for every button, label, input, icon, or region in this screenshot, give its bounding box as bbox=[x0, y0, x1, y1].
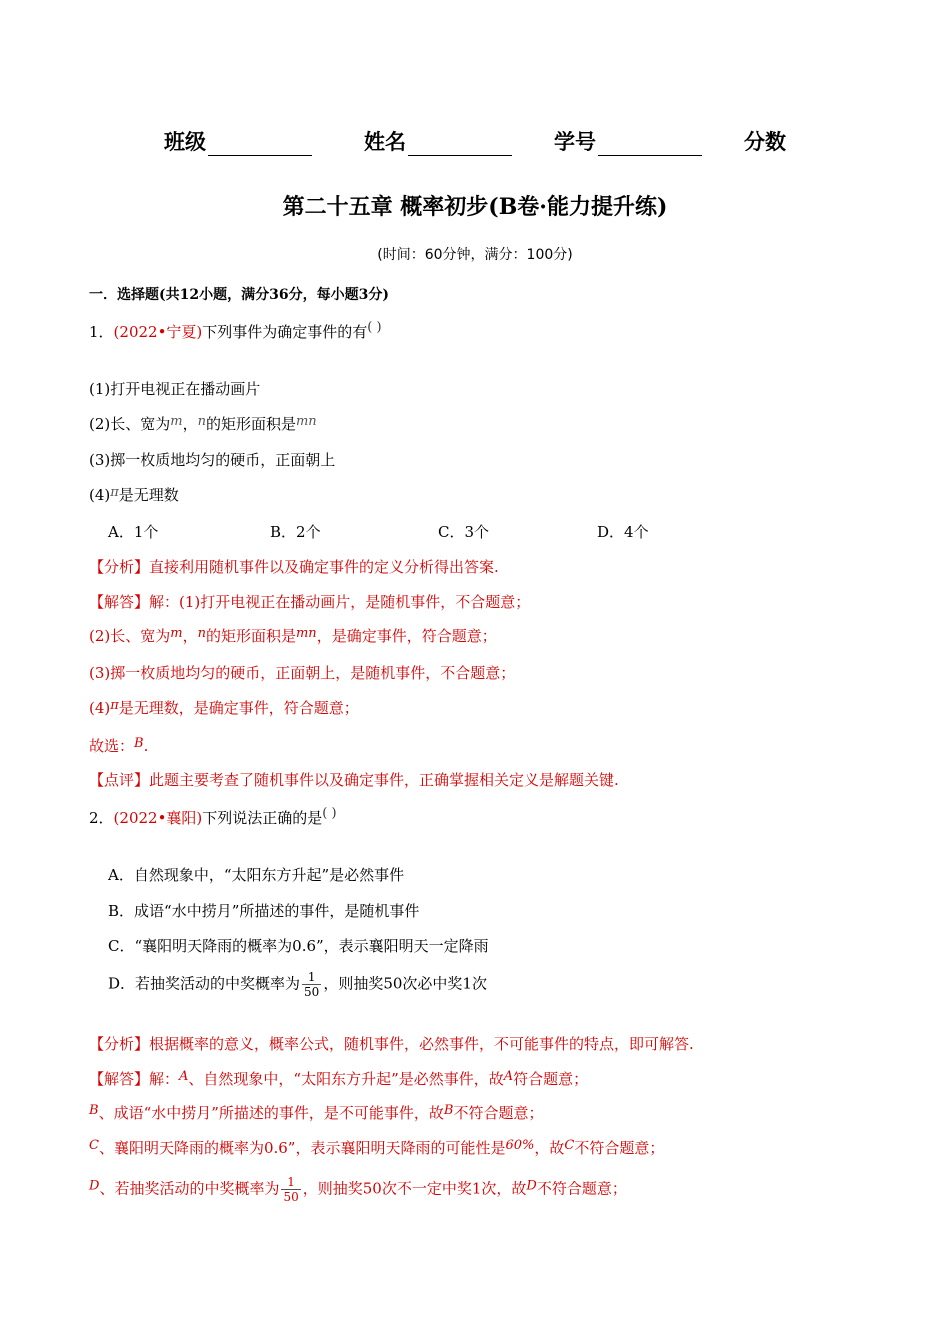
q1-source: (2022•宁夏) bbox=[113, 323, 203, 341]
q2-option-d[interactable]: D．若抽奖活动的中奖概率为 $\frac{1}{50}$ ，则抽奖50次必中奖1次 bbox=[108, 970, 487, 999]
fraction: $\frac{1}{50}$ bbox=[304, 970, 320, 999]
q1-answer-3: (3)掷一枚质地均匀的硬币，正面朝上，是随机事件，不合题意； bbox=[89, 664, 516, 682]
q1-answer-2: (2)长、宽为m，n的矩形面积是mn，是确定事件，符合题意； bbox=[89, 626, 497, 645]
q2-answer-4: D、若抽奖活动的中奖概率为 $\frac{1}{50}$ ，则抽奖50次不一定中奖1次，故D不符合题意； bbox=[89, 1175, 627, 1204]
fraction: $\frac{1}{50}$ bbox=[283, 1175, 299, 1204]
name-blank[interactable] bbox=[408, 133, 512, 156]
q1-item-2: (2)长、宽为m，n的矩形面积是mn bbox=[89, 414, 317, 433]
name-label: 姓名 bbox=[364, 126, 512, 156]
q2-source: (2022•襄阳) bbox=[113, 809, 203, 827]
q2-option-a[interactable]: A．自然现象中，“太阳东方升起”是必然事件 bbox=[108, 866, 405, 884]
section-heading: 一．选择题(共12小题，满分36分，每小题3分) bbox=[89, 287, 389, 303]
page-subtitle: (时间：60分钟，满分：100分) bbox=[377, 247, 573, 263]
id-label: 学号 bbox=[554, 126, 702, 156]
id-blank[interactable] bbox=[598, 133, 702, 156]
q1-comment: 【点评】此题主要考查了随机事件以及确定事件，正确掌握相关定义是解题关键. bbox=[89, 771, 619, 789]
q1-option-c[interactable]: C．3个 bbox=[438, 523, 490, 541]
class-label: 班级 bbox=[164, 126, 312, 156]
q1-item-3: (3)掷一枚质地均匀的硬币，正面朝上 bbox=[89, 451, 336, 469]
q1-option-d[interactable]: D．4个 bbox=[597, 523, 649, 541]
q1-analysis: 【分析】直接利用随机事件以及确定事件的定义分析得出答案. bbox=[89, 558, 499, 576]
q2-answer-2: B、成语“水中捞月”所描述的事件，是不可能事件，故B不符合题意； bbox=[89, 1103, 544, 1122]
q1-stem: 1．(2022•宁夏)下列事件为确定事件的有( ) bbox=[89, 320, 382, 341]
q1-item-4: (4)π是无理数 bbox=[89, 485, 179, 504]
q1-answer-1: 【解答】解：(1)打开电视正在播动画片，是随机事件，不合题意； bbox=[89, 593, 531, 611]
q1-answer-4: (4)π是无理数，是确定事件，符合题意； bbox=[89, 698, 359, 717]
q2-analysis: 【分析】根据概率的意义，概率公式，随机事件，必然事件，不可能事件的特点，即可解答. bbox=[89, 1035, 694, 1053]
q2-stem: 2．(2022•襄阳)下列说法正确的是( ) bbox=[89, 806, 337, 827]
q1-item-1: (1)打开电视正在播动画片 bbox=[89, 380, 261, 398]
score-label: 分数 bbox=[744, 129, 786, 154]
class-blank[interactable] bbox=[208, 133, 312, 156]
q1-choose: 故选：B. bbox=[89, 736, 149, 755]
q2-answer-3: C、襄阳明天降雨的概率为0.6”，表示襄阳明天降雨的可能性是60%，故C不符合题意； bbox=[89, 1138, 665, 1157]
q2-answer-1: 【解答】解：A、自然现象中，“太阳东方升起”是必然事件，故A符合题意； bbox=[89, 1069, 589, 1088]
q1-option-a[interactable]: A．1个 bbox=[108, 523, 159, 541]
q2-option-b[interactable]: B．成语“水中捞月”所描述的事件，是随机事件 bbox=[108, 902, 420, 920]
page-title: 第二十五章 概率初步(B卷·能力提升练) bbox=[282, 194, 668, 220]
q1-option-b[interactable]: B．2个 bbox=[270, 523, 321, 541]
q2-option-c[interactable]: C．“襄阳明天降雨的概率为0.6”，表示襄阳明天一定降雨 bbox=[108, 937, 489, 955]
